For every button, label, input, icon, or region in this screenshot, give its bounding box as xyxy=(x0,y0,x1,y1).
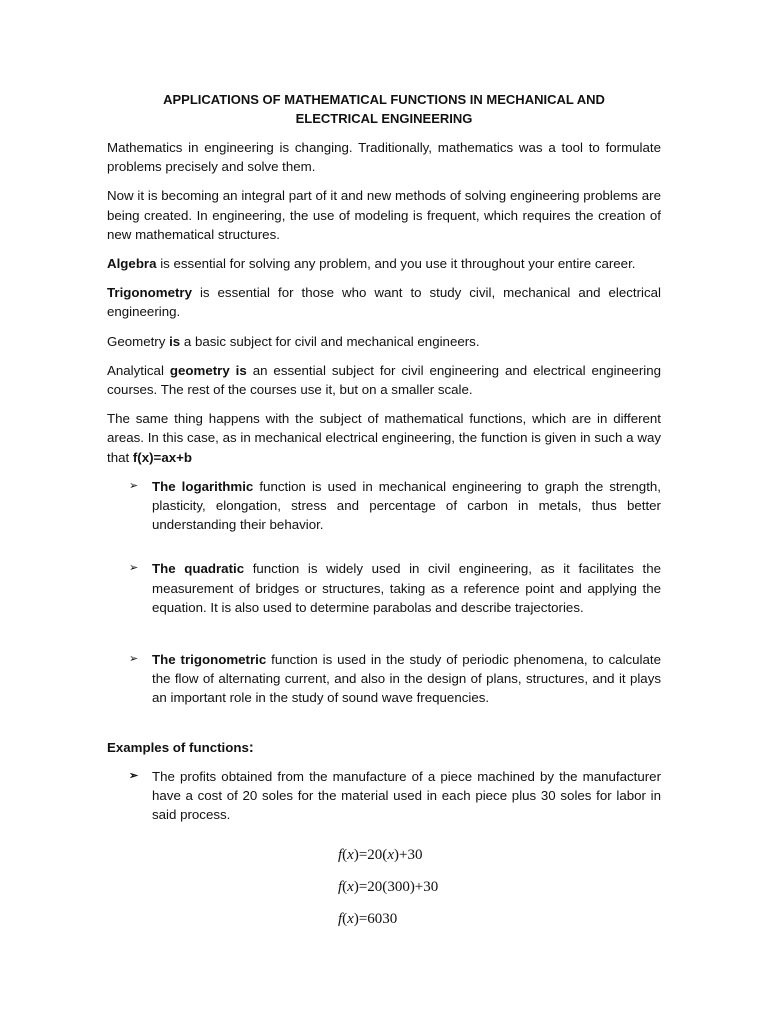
formula-paren: ) xyxy=(353,847,359,864)
formula-block xyxy=(107,839,661,935)
quadratic-term: The quadratic xyxy=(152,561,245,577)
linear-formula: f(x)=ax+b xyxy=(132,449,192,465)
example-text: The profits obtained from the manufacture of a piece machined by the manufacturer have a cost of 20 soles for the material used in each piece plus 30 soles for labor in said process. xyxy=(152,768,661,823)
arrow-bullet-icon: ➢ xyxy=(129,653,139,666)
examples-list xyxy=(107,767,661,825)
algebra-text: is essential for solving any problem, and you use it throughout your entire career. xyxy=(156,256,636,272)
formula-eq: =20( xyxy=(358,879,388,896)
analytical-text: an essential subject for civil engineering and electrical engineering courses. The rest of the courses use it, but on a smaller scale. xyxy=(107,362,661,398)
examples-heading-colon: : xyxy=(248,739,254,756)
formula-tail: )+30 xyxy=(409,879,439,896)
trigonometric-term: The trigonometric xyxy=(152,652,267,668)
formula-eq: =6030 xyxy=(358,911,398,928)
formula-line xyxy=(338,871,661,903)
formula-x: x xyxy=(347,879,354,896)
arrow-bullet-icon: ➢ xyxy=(129,769,139,782)
formula-arg: 300 xyxy=(387,879,410,896)
formula-arg: x xyxy=(387,847,394,864)
formula-line xyxy=(338,903,661,935)
trigonometric-text: function is used in the study of periodic phenomena, to calculate the flow of alternating current, and also in the design of plans, structures, and it plays an important role in the study of sound wave frequencies. xyxy=(152,652,662,706)
document-page xyxy=(107,90,661,935)
formula-line xyxy=(338,839,661,871)
paragraph-analytical-geometry xyxy=(107,361,661,399)
paragraph-intro: Mathematics in engineering is changing. Traditionally, mathematics was a tool to formulate problems precisely and solve them. xyxy=(107,140,661,175)
trigonometry-term: Trigonometry xyxy=(107,285,192,301)
examples-heading xyxy=(107,738,661,758)
formula-tail: )+30 xyxy=(393,847,423,864)
list-item-logarithmic xyxy=(107,477,661,535)
list-item-quadratic xyxy=(107,559,661,617)
paragraph-trigonometry xyxy=(107,283,661,321)
geometry-bold: is xyxy=(169,333,181,349)
paragraph-functions xyxy=(107,409,661,467)
formula-f: f xyxy=(338,879,343,896)
analytical-pre: Analytical xyxy=(107,362,170,378)
trigonometry-text: is essential for those who want to study civil, mechanical and electrical engineering. xyxy=(107,285,661,320)
formula-paren: ) xyxy=(353,879,359,896)
geometry-pre: Geometry xyxy=(107,333,170,349)
geometry-text: a basic subject for civil and mechanical engineers. xyxy=(180,333,480,349)
page-title: APPLICATIONS OF MATHEMATICAL FUNCTIONS IN MECHANICAL AND ELECTRICAL ENGINEERING xyxy=(163,92,605,126)
logarithmic-term: The logarithmic xyxy=(152,478,254,494)
formula-x: x xyxy=(347,847,354,864)
quadratic-text: function is widely used in civil engineering, as it facilitates the measurement of bridges or structures, taking as a reference point and applying the equation. It is also used to determine parabolas and describe trajectories. xyxy=(152,561,661,615)
formula-paren: ) xyxy=(353,911,359,928)
list-item-example xyxy=(107,767,661,825)
analytical-bold: geometry is xyxy=(169,362,247,378)
formula-paren: ( xyxy=(342,847,348,864)
formula-eq: =20( xyxy=(358,847,388,864)
examples-heading-text: Examples of functions xyxy=(107,739,249,755)
function-types-list xyxy=(107,477,661,708)
list-item-trigonometric xyxy=(107,650,661,708)
algebra-term: Algebra xyxy=(107,256,157,272)
formula-x: x xyxy=(347,911,354,928)
logarithmic-text: function is used in mechanical engineering to graph the strength, plasticity, elongation, stress and percentage of carbon in metals, thus better understanding their behavior. xyxy=(152,478,661,533)
formula-f: f xyxy=(338,911,343,928)
paragraph-integral-part: Now it is becoming an integral part of it and new methods of solving engineering problems are being created. In engineering, the use of modeling is frequent, which requires the creation of new mathematical structures. xyxy=(107,188,661,242)
paragraph-algebra xyxy=(107,254,661,273)
functions-text: The same thing happens with the subject of mathematical functions, which are in different areas. In this case, as in mechanical electrical engineering, the function is given in such a way that xyxy=(107,411,661,465)
paragraph-geometry xyxy=(107,332,661,351)
arrow-bullet-icon: ➢ xyxy=(129,479,139,492)
formula-paren: ( xyxy=(342,911,348,928)
arrow-bullet-icon: ➢ xyxy=(129,562,139,575)
formula-paren: ( xyxy=(342,879,348,896)
formula-f: f xyxy=(338,847,343,864)
